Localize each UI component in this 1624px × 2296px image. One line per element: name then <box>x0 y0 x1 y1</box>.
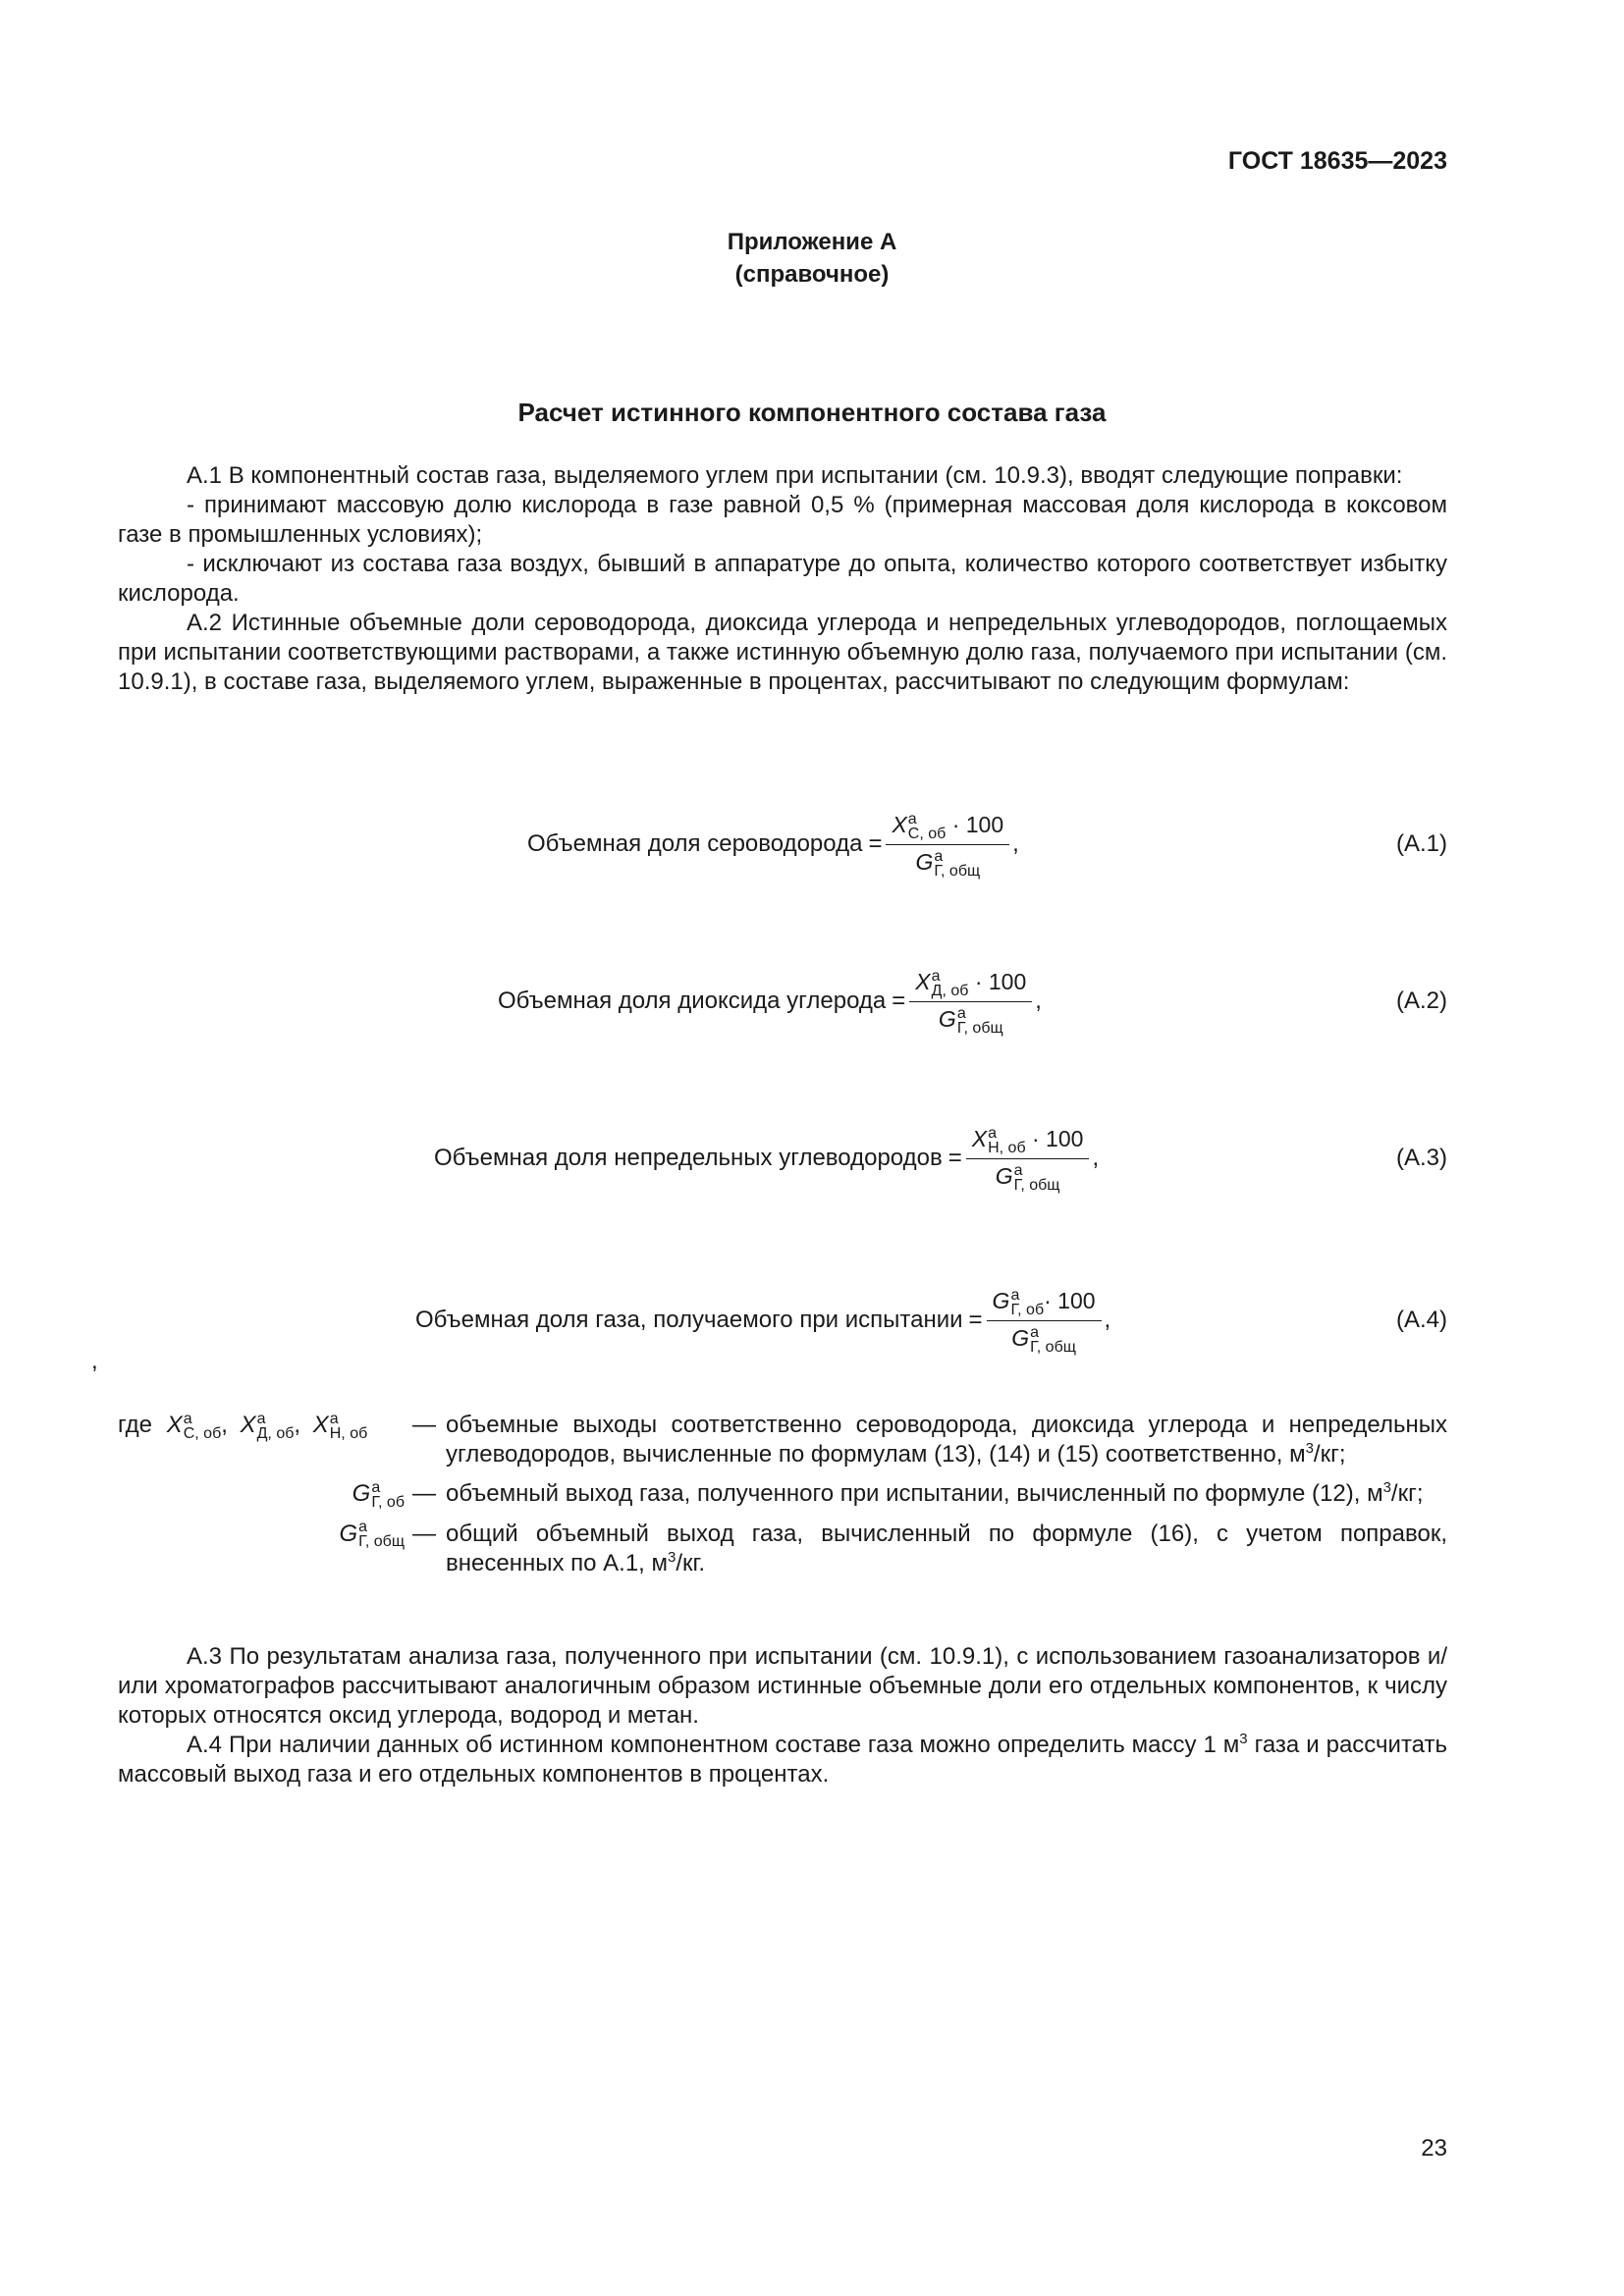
explanation-text <box>446 1479 1447 1510</box>
symbol-separator: , <box>221 1412 228 1438</box>
explanation-dash: — <box>412 1480 436 1507</box>
symbol-superscript: a <box>329 1410 339 1427</box>
explanation-text <box>446 1520 1447 1578</box>
formula-a3 <box>118 1119 1447 1198</box>
denominator-superscript: a <box>1013 1161 1023 1179</box>
explanation-symbols <box>118 1520 412 1578</box>
symbol-separator: , <box>294 1412 301 1438</box>
formula-label: Объемная доля диоксида углерода <box>498 988 887 1014</box>
unit-superscript: 3 <box>1305 1440 1314 1457</box>
symbol-explanations <box>118 1411 1447 1588</box>
formula-comma: , <box>1012 830 1019 857</box>
fraction <box>966 1124 1090 1193</box>
explanation-unit-tail: /кг; <box>1390 1480 1424 1507</box>
appendix-title: Приложение А <box>727 229 897 255</box>
paragraph-a4-part-1: А.4 При наличии данных об истинном компонентном составе газа можно определить массу 1 м <box>187 1732 1240 1758</box>
explanation-unit-tail: /кг. <box>676 1549 706 1576</box>
explanation-description: объемный выход газа, полученного при испытании, вычисленный по формуле (12), м <box>446 1480 1383 1507</box>
fraction-denominator <box>909 845 986 879</box>
paragraph-a1-item-1: - принимают массовую долю кислорода в газе равной 0,5 % (примерная массовая доля кислорода в коксовом газе в промышленных условиях); <box>118 492 1447 548</box>
symbol-subscript: Д, об <box>256 1424 295 1442</box>
numerator-subscript: Г, об <box>1010 1302 1045 1318</box>
formula-a2 <box>118 962 1447 1041</box>
fraction-denominator <box>933 1002 1009 1036</box>
numerator-variable: X <box>892 812 907 838</box>
formula-a4 <box>118 1281 1447 1360</box>
unit-superscript: 3 <box>1382 1479 1391 1496</box>
equals-sign: = <box>892 988 906 1014</box>
numerator-variable: X <box>915 969 931 995</box>
numerator-subscript: С, об <box>907 826 947 842</box>
symbol-superscript: a <box>183 1410 192 1427</box>
symbol-superscript: a <box>256 1410 266 1427</box>
appendix-heading <box>0 226 1624 291</box>
paragraph-a4 <box>118 1731 1447 1789</box>
numerator-superscript: a <box>931 968 941 985</box>
denominator-subscript: Г, общ <box>934 862 981 880</box>
numerator-variable: G <box>992 1288 1010 1314</box>
symbol-variable: X <box>312 1412 329 1438</box>
appendix-subtitle: (справочное) <box>734 261 890 288</box>
equals-sign: = <box>868 830 883 857</box>
stray-comma: , <box>91 1348 98 1374</box>
paragraph-a4-part-2: газа и рассчитать массовый выход газа и его отдельных компонентов в процентах. <box>118 1732 1447 1788</box>
explanation-dash: — <box>412 1412 436 1438</box>
denominator-superscript: a <box>1030 1323 1039 1341</box>
numerator-subscript: Д, об <box>931 983 969 999</box>
numerator-subscript: Н, об <box>988 1140 1026 1156</box>
fraction <box>886 810 1009 879</box>
formula-number: (А.3) <box>1395 1145 1447 1171</box>
symbol-variable: X <box>240 1412 256 1438</box>
explanation-dash: — <box>412 1520 436 1547</box>
symbol-subscript: Г, общ <box>358 1533 405 1551</box>
numerator-superscript: a <box>988 1125 997 1142</box>
fraction-numerator <box>886 810 1009 845</box>
denominator-subscript: Г, общ <box>1013 1176 1060 1194</box>
denominator-superscript: a <box>956 1004 966 1022</box>
fraction-numerator <box>987 1286 1102 1321</box>
explanation-text <box>446 1411 1447 1469</box>
formula-comma: , <box>1092 1145 1100 1171</box>
denominator-variable: G <box>1011 1325 1030 1351</box>
denominator-subscript: Г, общ <box>956 1019 1003 1037</box>
unit-superscript: 3 <box>1239 1731 1248 1747</box>
numerator-superscript: a <box>1010 1287 1020 1304</box>
symbol-subscript: Г, об <box>371 1493 405 1511</box>
denominator-variable: G <box>938 1006 956 1032</box>
fraction-denominator <box>990 1159 1066 1193</box>
fraction-numerator <box>966 1124 1090 1159</box>
symbol-variable: G <box>339 1520 358 1547</box>
numerator-multiplier: · 100 <box>968 969 1027 995</box>
formula-label: Объемная доля газа, получаемого при испытании <box>415 1307 963 1333</box>
formula-label: Объемная доля сероводорода <box>527 830 863 857</box>
formula-comma: , <box>1035 988 1042 1014</box>
page-number: 23 <box>1421 2135 1447 2162</box>
formula-a1 <box>118 805 1447 883</box>
symbol-superscript: a <box>358 1519 368 1536</box>
explanation-row <box>118 1520 1447 1578</box>
explanation-row <box>118 1479 1447 1510</box>
fraction-numerator <box>909 967 1032 1002</box>
denominator-subscript: Г, общ <box>1030 1338 1076 1356</box>
formula-number: (А.4) <box>1395 1307 1447 1333</box>
equals-sign: = <box>968 1307 983 1333</box>
numerator-superscript: a <box>907 811 917 828</box>
paragraph-a1: А.1 В компонентный состав газа, выделяемого углем при испытании (см. 10.9.3), вводят следующие поправки: <box>187 462 1403 489</box>
denominator-variable: G <box>995 1163 1013 1189</box>
numerator-multiplier: · 100 <box>946 812 1004 838</box>
denominator-variable: G <box>915 849 934 875</box>
formula-number: (А.1) <box>1395 830 1447 857</box>
formula-number: (А.2) <box>1395 988 1447 1014</box>
symbol-variable: G <box>352 1480 371 1507</box>
numerator-multiplier: · 100 <box>1025 1126 1084 1152</box>
denominator-superscript: a <box>934 847 944 865</box>
numerator-multiplier: · 100 <box>1044 1288 1096 1314</box>
document-code: ГОСТ 18635—2023 <box>1227 147 1447 175</box>
formula-comma: , <box>1104 1307 1111 1333</box>
paragraph-a2: А.2 Истинные объемные доли сероводорода, диоксида углерода и непредельных углеводородов, поглощаемых при испытании соответствующими растворами, а также истинную объемную долю газа, получаемого при испытании (см. 10.9.1), в составе газа, выделяемого углем, выраженные в процентах, рассчитывают по следующим формулам: <box>118 610 1447 695</box>
explanation-row <box>118 1411 1447 1469</box>
formula-label: Объемная доля непредельных углеводородов <box>434 1145 943 1171</box>
numerator-variable: X <box>971 1126 988 1152</box>
closing-text <box>118 1642 1447 1789</box>
symbol-variable: X <box>166 1412 183 1438</box>
section-title: Расчет истинного компонентного состава газа <box>517 398 1107 427</box>
explanation-description: объемные выходы соответственно сероводорода, диоксида углерода и непредельных углеводородов, вычисленные по формулам (13), (14) и (15) соответственно, м <box>446 1412 1447 1468</box>
intro-text <box>118 461 1447 697</box>
explanation-symbols <box>118 1479 412 1510</box>
symbol-subscript: С, об <box>183 1424 222 1442</box>
unit-superscript: 3 <box>668 1548 677 1566</box>
explanation-symbols <box>118 1411 412 1469</box>
fraction-denominator <box>1005 1321 1082 1355</box>
paragraph-a1-item-2: - исключают из состава газа воздух, бывший в аппаратуре до опыта, количество которого соответствует избытку кислорода. <box>118 551 1447 607</box>
fraction <box>987 1286 1102 1355</box>
symbol-subscript: Н, об <box>329 1424 368 1442</box>
paragraph-a3: А.3 По результатам анализа газа, полученного при испытании (см. 10.9.1), с использованием газоанализаторов и/или хроматографов рассчитывают аналогичным образом истинные объемные доли его отдельных компонентов, к числу которых относятся оксид углерода, водород и метан. <box>118 1643 1447 1729</box>
fraction <box>909 967 1032 1036</box>
symbol-superscript: a <box>371 1478 381 1496</box>
where-word: где <box>118 1412 153 1438</box>
equals-sign: = <box>947 1145 962 1171</box>
explanation-unit-tail: /кг; <box>1313 1441 1346 1468</box>
explanation-description: общий объемный выход газа, вычисленный по формуле (16), с учетом поправок, внесенных по А.1, м <box>446 1520 1447 1576</box>
